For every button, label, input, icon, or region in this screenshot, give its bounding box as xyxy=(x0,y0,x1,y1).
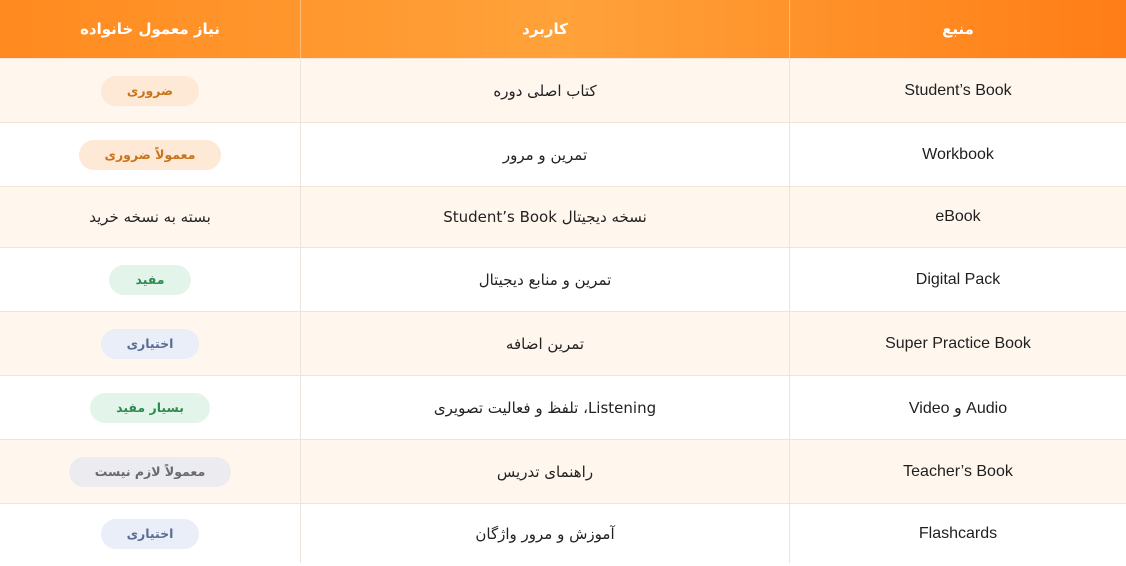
source-cell xyxy=(789,123,1126,186)
source-text: Student’s Book xyxy=(904,81,1012,99)
source-text: eBook xyxy=(935,208,981,225)
usage-cell: تمرین اضافه xyxy=(300,312,789,375)
table-row xyxy=(0,122,1126,186)
usage-cell: آموزش و مرور واژگان xyxy=(300,504,789,563)
source-text: Workbook xyxy=(922,145,994,163)
need-cell xyxy=(0,312,300,375)
table-header xyxy=(0,0,1126,58)
need-badge: معمولاً ضروری xyxy=(79,140,222,170)
need-cell xyxy=(0,187,300,247)
need-badge: اختیاری xyxy=(101,519,200,549)
need-badge: ضروری xyxy=(101,76,199,106)
source-cell xyxy=(789,376,1126,439)
header-source: منبع xyxy=(789,0,1126,58)
source-text: Audio و Video xyxy=(908,399,1008,417)
need-badge: بسیار مفید xyxy=(90,393,210,423)
table-row xyxy=(0,247,1126,311)
source-cell xyxy=(789,504,1126,563)
table-row xyxy=(0,186,1126,247)
table-row xyxy=(0,503,1126,563)
usage-cell: تمرین و مرور xyxy=(300,123,789,186)
source-text: Teacher’s Book xyxy=(903,462,1013,480)
source-cell xyxy=(789,440,1126,503)
source-cell xyxy=(789,312,1126,375)
need-text: بسته به نسخه خرید xyxy=(89,208,211,226)
source-text: Digital Pack xyxy=(915,270,1001,288)
usage-cell: Listening، تلفظ و فعالیت تصویری xyxy=(300,376,789,439)
usage-cell: تمرین و منابع دیجیتال xyxy=(300,248,789,311)
need-cell xyxy=(0,59,300,122)
usage-cell: نسخه دیجیتال Student’s Book xyxy=(300,187,789,247)
source-text: Flashcards xyxy=(918,524,998,542)
table-row xyxy=(0,439,1126,503)
need-badge: اختیاری xyxy=(101,329,200,359)
need-cell xyxy=(0,248,300,311)
table-row xyxy=(0,58,1126,122)
source-cell xyxy=(789,248,1126,311)
source-text: Super Practice Book xyxy=(885,334,1031,352)
need-cell xyxy=(0,123,300,186)
need-cell xyxy=(0,440,300,503)
source-cell xyxy=(789,187,1126,247)
table-row xyxy=(0,311,1126,375)
header-need: نیاز معمول خانواده xyxy=(80,20,220,38)
need-cell xyxy=(0,504,300,563)
usage-cell: راهنمای تدریس xyxy=(300,440,789,503)
header-usage: کاربرد xyxy=(300,0,789,58)
need-cell xyxy=(0,376,300,439)
usage-cell: کتاب اصلی دوره xyxy=(300,59,789,122)
need-badge: معمولاً لازم نیست xyxy=(69,457,231,487)
source-cell xyxy=(789,59,1126,122)
table-row xyxy=(0,375,1126,439)
need-badge: مفید xyxy=(109,265,190,295)
